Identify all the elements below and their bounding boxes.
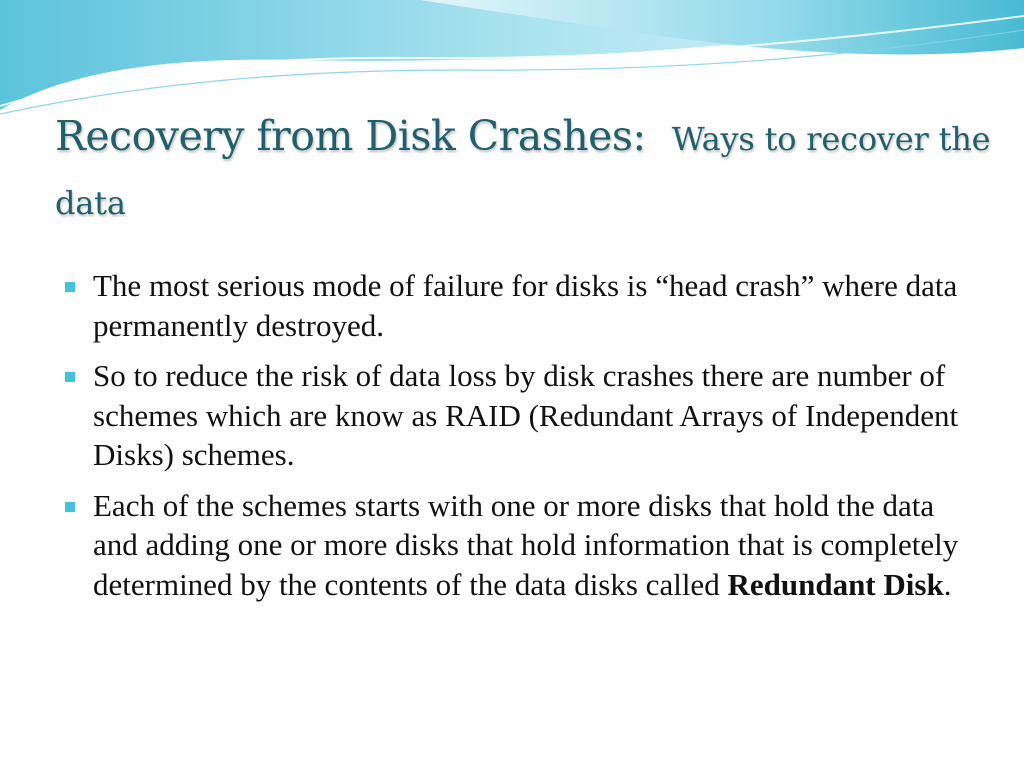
square-bullet-icon xyxy=(65,502,75,512)
bullet-bold-term: Redundant Disk xyxy=(727,566,944,602)
slide-title xyxy=(55,104,995,235)
decorative-wave-header xyxy=(0,0,1024,120)
bullet-text: Each of the schemes starts with one or more disks that hold the data and adding one or more disks that hold information that is completely determined by the contents of the data disks called xyxy=(93,487,959,602)
slide-title-main: Recovery from Disk Crashes: xyxy=(55,112,646,160)
slide-title-sub: Ways to recover the data xyxy=(55,120,991,222)
square-bullet-icon xyxy=(65,282,75,292)
bullet-text: So to reduce the risk of data loss by disk crashes there are number of schemes which are know as RAID (Redundant Arrays of Independent Disks) schemes. xyxy=(93,358,959,472)
list-item xyxy=(62,266,967,345)
square-bullet-icon xyxy=(65,372,75,382)
list-item xyxy=(62,356,967,475)
bullet-text: The most serious mode of failure for disks is “head crash” where data permanently destroyed. xyxy=(93,268,958,343)
bullet-text-end: . xyxy=(943,566,952,602)
list-item xyxy=(62,486,967,605)
bullet-list xyxy=(62,266,967,615)
